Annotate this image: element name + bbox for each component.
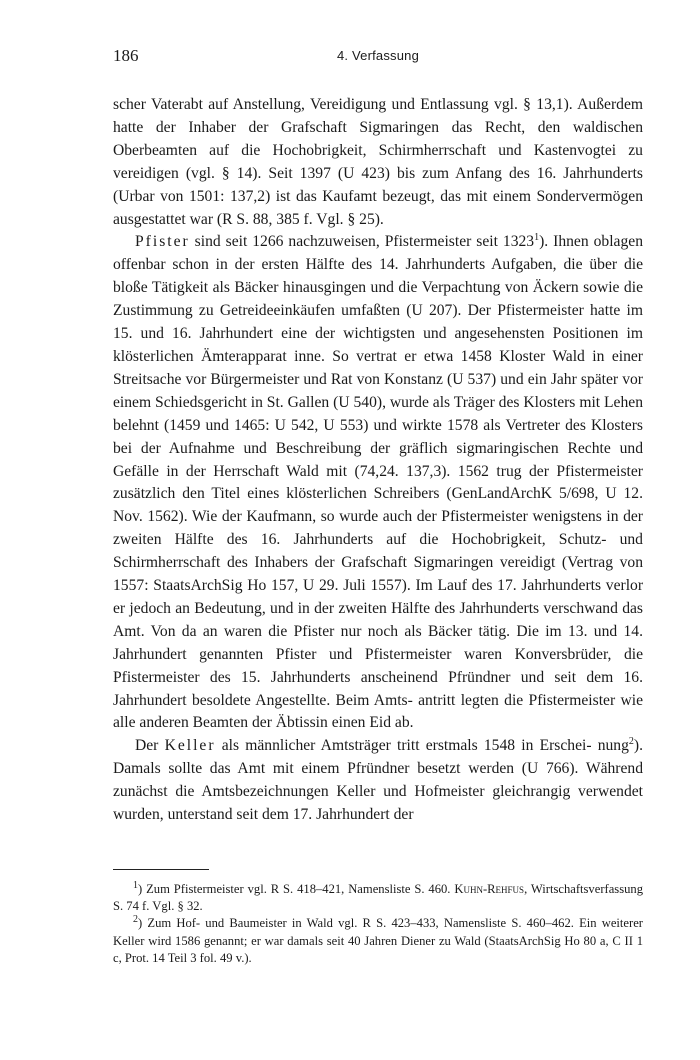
- paragraph-1: [113, 94, 643, 231]
- text-line: mit einem Sondervermögen ausgestattet war (R S. 88, 385 f. Vgl. § 25).: [113, 187, 643, 228]
- term-pfister: Pfister: [135, 233, 190, 251]
- text-segment: ). Ihnen: [539, 233, 589, 251]
- text-line: wichtigsten und angesehensten Positionen im klösterlichen Ämterapparat: [113, 325, 643, 365]
- text-line: sigmaringischen Rechte und Gefälle in der Herrschaft Wald mit (74,24.: [113, 439, 644, 480]
- footnote-marker: 1: [133, 879, 138, 891]
- text-segment: sind seit 1266 nachzuweisen, Pfistermeister seit 1323: [189, 233, 535, 251]
- text-line: verschwand das Amt. Von da an waren die Pfister nur noch als Bäcker: [113, 599, 643, 640]
- footnote-text: S. 460–462. Ein weiterer Keller wird 1586 genannt; er war damals seit 40 Jahren: [113, 916, 643, 948]
- text-line: 16. Jahrhunderts auf die Hochobrigkeit, Schutz- und Schirmherrschaft des: [113, 531, 643, 572]
- footnote-author: Kuhn-Rehfus: [454, 882, 525, 896]
- text-line: verlor er jedoch an Bedeutung, und in der zweiten Hälfte des Jahrhunderts: [113, 577, 644, 617]
- footnote-text: Diener zu Wald (StaatsArchSig Ho 80 a, C II 1 c, Prot. 14 Teil 3 fol. 49 v.).: [113, 933, 643, 965]
- text-line: Inhabers der Grafschaft Sigmaringen vereidigt (Vertrag von 1557:: [113, 554, 643, 595]
- footnote-ref-1[interactable]: 1: [534, 232, 540, 244]
- text-line: (U 766). Während zunächst die Amtsbezeichnungen Keller und Hofmeister: [113, 760, 643, 801]
- text-line: oblagen offenbar schon in der ersten Hälfte des 14. Jahrhunderts Aufgaben,: [113, 233, 643, 274]
- text-line: des 16. Jahrhunderts (Urbar von 1501: 137,2) ist das Kaufamt bezeugt, das: [113, 164, 643, 205]
- body-text: [113, 94, 643, 827]
- text-line: Bürgermeister und Rat von Konstanz (U 537) und ein Jahr später vor: [210, 370, 643, 388]
- text-line: 137,3). 1562 trug der Pfistermeister zusätzlich den Titel eines klösterlichen: [113, 462, 643, 503]
- page-number: 186: [113, 46, 139, 65]
- footnote-divider: [113, 869, 209, 870]
- footnote-1: [113, 881, 643, 915]
- footnotes: [113, 881, 643, 967]
- footnote-text: ) Zum Pfistermeister vgl. R S. 418–421, Namensliste S. 460.: [138, 882, 455, 896]
- footnote-text: ) Zum Hof- und Baumeister in Wald vgl. R S. 423–433, Namensliste: [138, 916, 507, 931]
- text-line: gleichrangig verwendet wurden, unterstand seit dem 17. Jahrhundert der: [113, 783, 644, 824]
- text-line: waldischen Oberbeamten auf die Hochobrigkeit, Schirmherrschaft und: [113, 118, 643, 159]
- text-line: tätig. Die im 13. und 14. Jahrhundert genannten Pfister und Pfistermeister: [113, 622, 643, 663]
- paragraph-keller: [113, 735, 643, 827]
- text-line: Vertreter des Klosters bei der Aufnahme und Beschreibung der gräflich: [113, 416, 643, 457]
- text-line: StaatsArchSig Ho 157, U 29. Juli 1557). Im Lauf des 17. Jahrhunderts: [153, 577, 602, 595]
- text-segment: nung: [597, 737, 629, 755]
- text-segment: als männlicher Amtsträger tritt erstmals 1548 in Erschei-: [215, 737, 592, 755]
- text-line: Außerdem hatte der Inhaber der Grafschaft Sigmaringen das Recht, den: [113, 96, 643, 136]
- text-line: scher Vaterabt auf Anstellung, Vereidigung und Entlassung vgl. § 13,1).: [113, 96, 573, 113]
- text-line: einen Eid ab.: [331, 714, 414, 732]
- footnote-text: ,: [524, 882, 528, 896]
- text-line: inne. So vertrat er etwa 1458 Kloster Wald in einer Streitsache vor: [113, 347, 643, 388]
- text-line: so wurde auch der Pfistermeister wenigstens in der zweiten Hälfte des: [113, 508, 643, 549]
- text-segment: Der: [135, 737, 165, 755]
- running-head: 4. Verfassung: [336, 48, 420, 63]
- footnote-text: Wirtschaftsverfassung S. 74 f. Vgl. § 32.: [113, 882, 643, 914]
- text-line: waren Konversbrüder, die Pfistermeister des 15. Jahrhunderts anscheinend: [113, 645, 643, 686]
- footnote-marker: 2: [133, 914, 138, 926]
- text-line: mit Lehen belehnt (1459 und 1465: U 542, U 553) und wirkte 1578 als: [113, 393, 643, 434]
- text-line: die über die bloße Tätigkeit als Bäcker hinausgingen und die Verpachtung: [113, 256, 644, 297]
- text-segment: ). Damals sollte das Amt mit einem Pfründner besetzt werden: [113, 737, 643, 778]
- text-line: Schreibers (GenLandArchK 5/698, U 12. Nov. 1562). Wie der Kaufmann,: [113, 485, 643, 526]
- footnote-ref-2[interactable]: 2: [628, 736, 634, 748]
- text-line: von Äckern sowie die Zustimmung zu Getreideeinkäufen umfaßten: [113, 279, 643, 320]
- book-page: [113, 46, 643, 967]
- text-line: einem Schiedsgericht in St. Gallen (U 540), wurde als Träger des Klosters: [113, 393, 576, 411]
- text-line: Pfründner und seit dem 16. Jahrhundert besoldete Angestellte. Beim Amts-: [113, 668, 643, 709]
- text-line: antritt legten die Pfistermeister wie alle anderen Beamten der Äbtissin: [113, 691, 643, 732]
- paragraph-pfister: [113, 231, 643, 735]
- term-keller: Keller: [164, 737, 216, 755]
- page-header: [113, 46, 643, 70]
- footnote-2: [113, 915, 643, 967]
- text-line: (U 207). Der Pfistermeister hatte im 15. und 16. Jahrhundert eine der: [113, 302, 643, 343]
- text-line: Kastenvogtei zu vereidigen (vgl. § 14). Seit 1397 (U 423) bis zum Anfang: [113, 141, 643, 182]
